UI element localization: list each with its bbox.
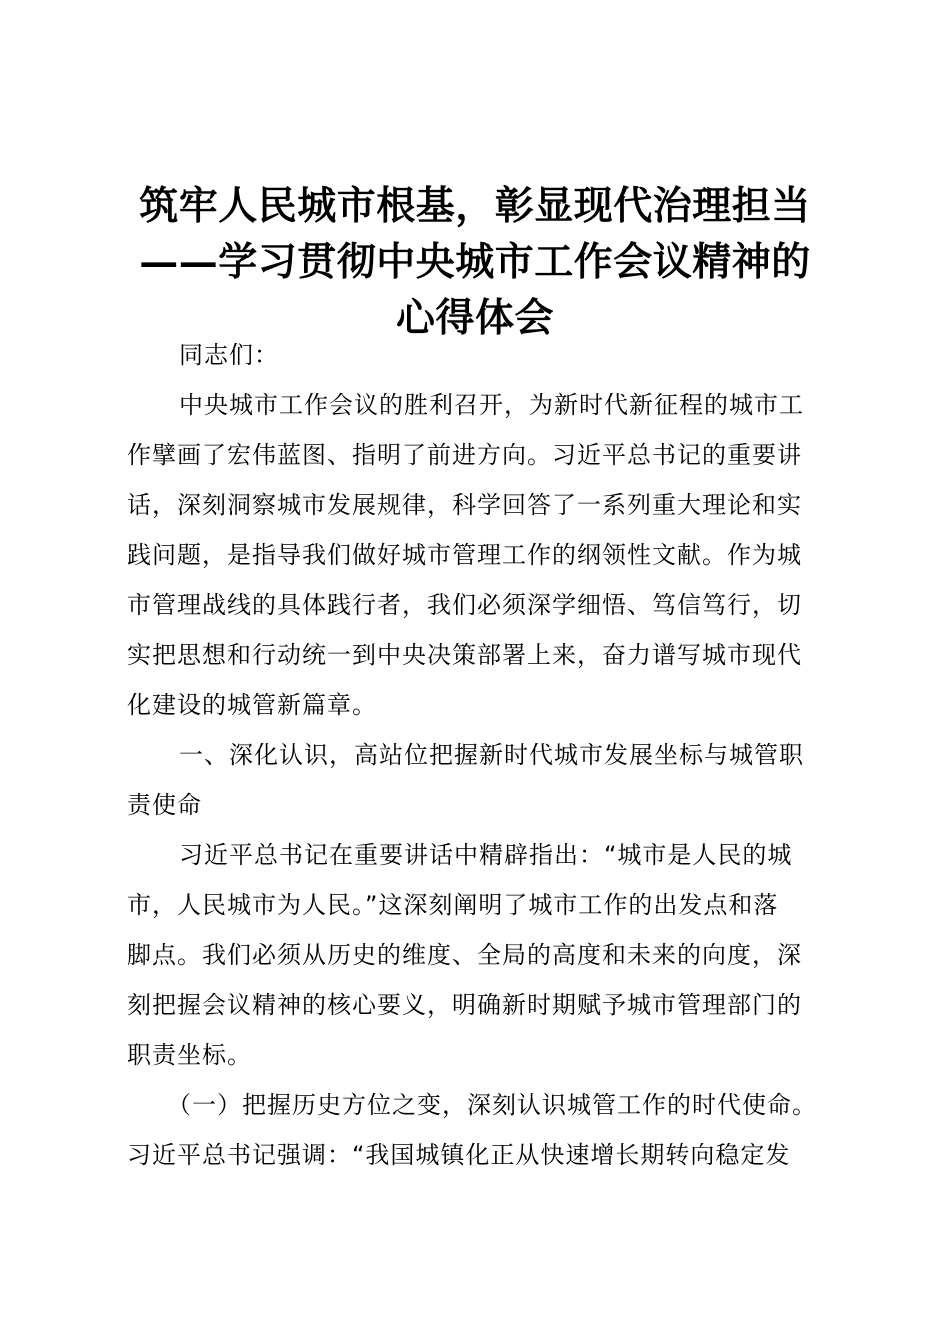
paragraph-line: 习近平总书记在重要讲话中精辟指出：“城市是人民的城 — [179, 841, 793, 869]
heading-line: 一、深化认识，高站位把握新时代城市发展坐标与城管职 — [179, 741, 804, 769]
paragraph-line: （一）把握历史方位之变，深刻认识城管工作的时代使命。 — [167, 1091, 817, 1119]
section-paragraph — [127, 830, 830, 1080]
paragraph-line: 中央城市工作会议的胜利召开，为新时代新征程的城市工 — [179, 391, 804, 419]
paragraph-line: 市管理战线的具体践行者，我们必须深学细悟、笃信笃行，切 — [127, 591, 802, 619]
document-title — [118, 178, 832, 346]
title-line: 筑牢人民城市根基，彰显现代治理担当 — [139, 183, 811, 229]
title-line: ——学习贯彻中央城市工作会议精神的 — [139, 239, 811, 285]
paragraph-line: 话，深刻洞察城市发展规律，科学回答了一系列重大理论和实 — [127, 491, 802, 519]
paragraph-line: 市，人民城市为人民。”这深刻阐明了城市工作的出发点和落 — [127, 891, 779, 919]
document-body — [127, 330, 830, 1180]
paragraph-line: 践问题，是指导我们做好城市管理工作的纲领性文献。作为城 — [127, 541, 802, 569]
paragraph-line: 实把思想和行动统一到中央决策部署上来，奋力谱写城市现代 — [127, 641, 802, 669]
subsection-paragraph — [127, 1080, 830, 1180]
paragraph-line: 习近平总书记强调：“我国城镇化正从快速增长期转向稳定发 — [127, 1141, 791, 1169]
paragraph-line: 刻把握会议精神的核心要义，明确新时期赋予城市管理部门的 — [127, 991, 802, 1019]
intro-paragraph — [127, 380, 830, 730]
paragraph-line: 职责坐标。 — [127, 1041, 252, 1069]
salutation-text: 同志们： — [179, 341, 279, 369]
title-line: 心得体会 — [395, 295, 554, 341]
paragraph-line: 作擘画了宏伟蓝图、指明了前进方向。习近平总书记的重要讲 — [127, 441, 802, 469]
section-heading — [127, 730, 830, 830]
heading-line: 责使命 — [127, 791, 202, 819]
paragraph-line: 脚点。我们必须从历史的维度、全局的高度和未来的向度，深 — [127, 941, 802, 969]
salutation — [127, 330, 830, 380]
paragraph-line: 化建设的城管新篇章。 — [127, 691, 377, 719]
